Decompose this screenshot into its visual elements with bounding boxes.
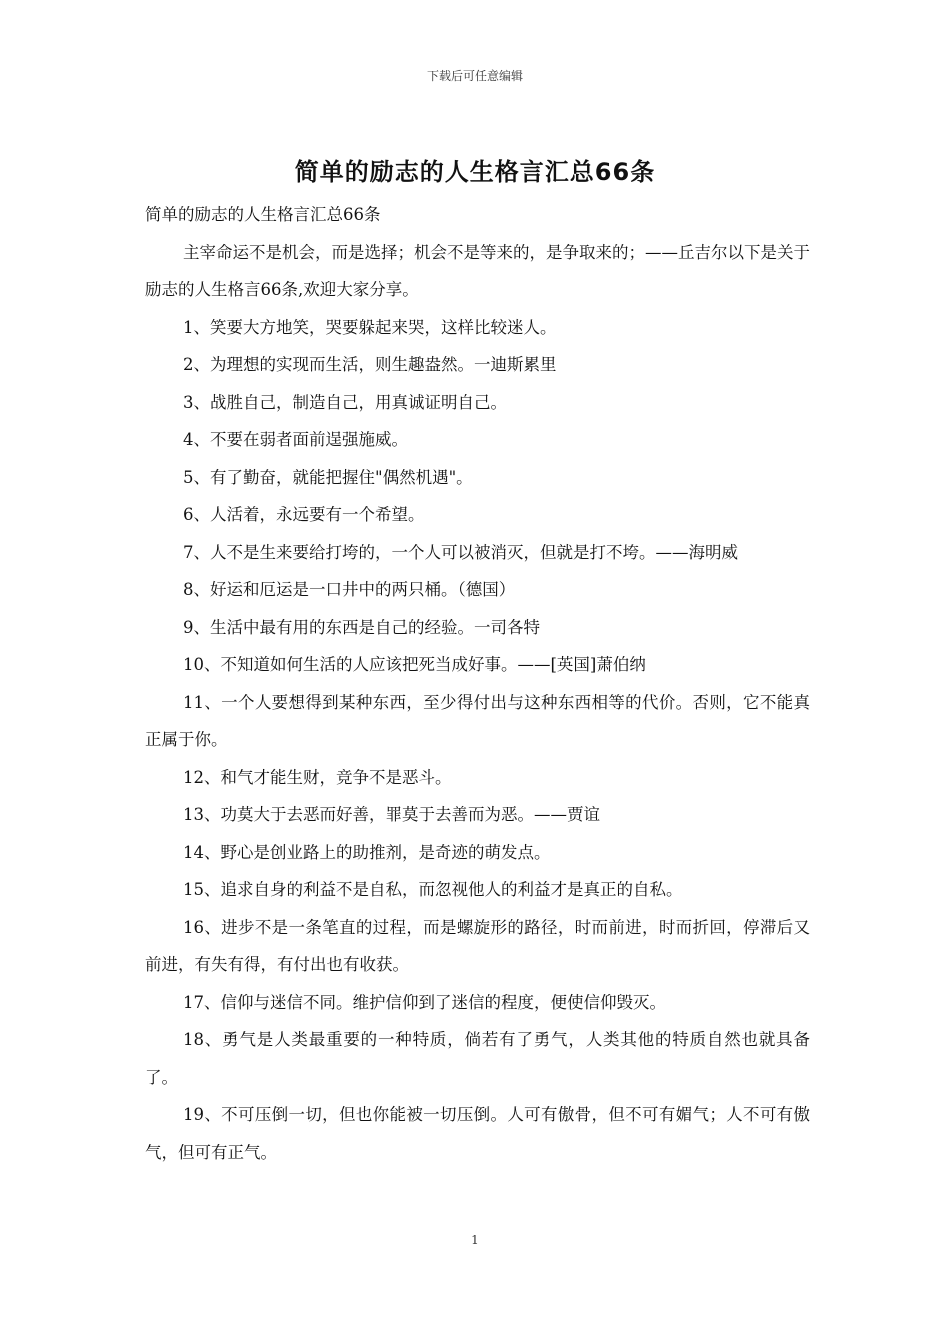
list-item: 18、勇气是人类最重要的一种特质，倘若有了勇气，人类其他的特质自然也就具备了。 [145, 1030, 810, 1087]
list-item: 19、不可压倒一切，但也你能被一切压倒。人可有傲骨，但不可有媚气；人不可有傲气，但可有正气。 [145, 1105, 810, 1162]
list-item: 10、不知道如何生活的人应该把死当成好事。——[英国]萧伯纳 [183, 655, 646, 674]
list-item: 14、野心是创业路上的助推剂，是奇迹的萌发点。 [183, 842, 551, 862]
list-item: 5、有了勤奋，就能把握住"偶然机遇"。 [183, 467, 473, 487]
list-item: 15、追求自身的利益不是自私，而忽视他人的利益才是真正的自私。 [183, 880, 683, 899]
list-item: 9、生活中最有用的东西是自己的经验。一司各特 [183, 617, 540, 637]
list-item: 3、战胜自己，制造自己，用真诚证明自己。 [183, 392, 507, 412]
list-item: 12、和气才能生财，竞争不是恶斗。 [183, 767, 452, 787]
list-item: 17、信仰与迷信不同。维护信仰到了迷信的程度，便使信仰毁灭。 [183, 992, 666, 1012]
page-number: 1 [471, 1233, 479, 1247]
intro-paragraph: 主宰命运不是机会，而是选择；机会不是等来的，是争取来的；——丘吉尔以下是关于励志的人生格言66条,欢迎大家分享。 [145, 242, 810, 299]
list-item: 1、笑要大方地笑，哭要躲起来哭，这样比较迷人。 [183, 317, 557, 337]
document-subtitle: 简单的励志的人生格言汇总66条 [145, 205, 381, 224]
list-item: 7、人不是生来要给打垮的，一个人可以被消灭，但就是打不垮。——海明威 [183, 542, 738, 562]
list-item: 11、一个人要想得到某种东西，至少得付出与这种东西相等的代价。否则，它不能真正属于你。 [145, 692, 810, 749]
page-header: 下载后可任意编辑 [426, 69, 523, 83]
document-title: 简单的励志的人生格言汇总66条 [294, 158, 656, 186]
list-item: 8、好运和厄运是一口井中的两只桶。（德国） [183, 580, 516, 599]
list-item: 6、人活着，永远要有一个希望。 [183, 505, 425, 524]
document-body [145, 196, 810, 1171]
list-item: 16、进步不是一条笔直的过程，而是螺旋形的路径，时而前进，时而折回，停滞后又前进，有失有得，有付出也有收获。 [145, 917, 810, 974]
list-item: 13、功莫大于去恶而好善，罪莫于去善而为恶。——贾谊 [183, 805, 600, 824]
list-item: 4、不要在弱者面前逞强施威。 [183, 430, 408, 449]
list-item: 2、为理想的实现而生活，则生趣盎然。一迪斯累里 [183, 355, 557, 374]
